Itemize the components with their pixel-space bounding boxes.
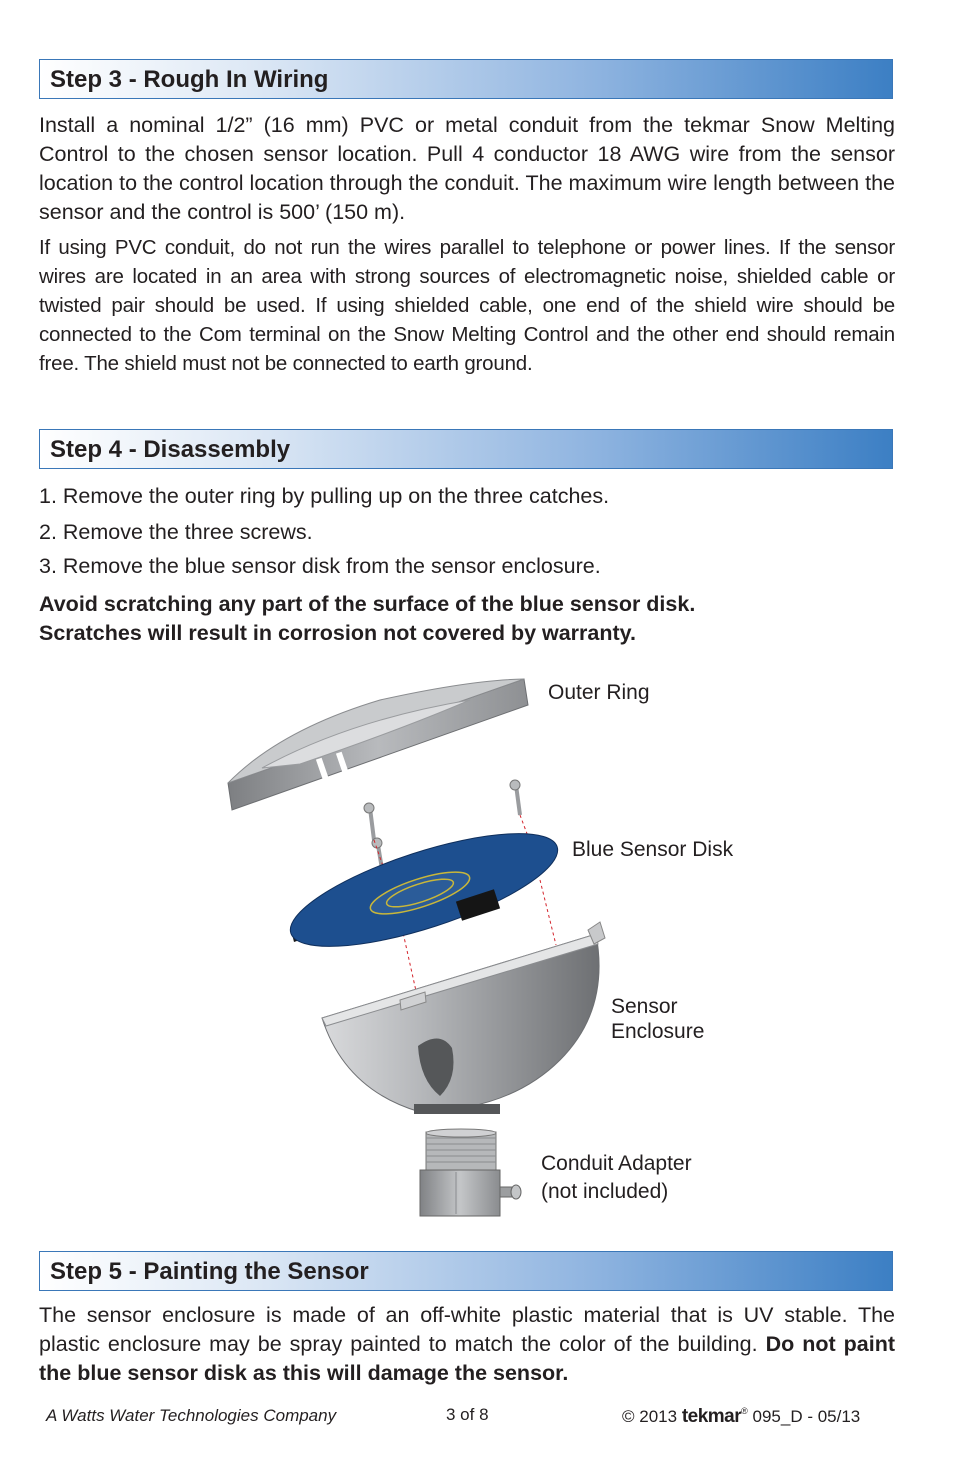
step4-item-1: 1. Remove the outer ring by pulling up on the three catches. [39, 484, 610, 508]
step4-warning-line-2: Scratches will result in corrosion not covered by warranty. [39, 621, 637, 645]
step5-paragraph [39, 1301, 895, 1388]
step5-heading: Step 5 - Painting the Sensor [50, 1258, 369, 1285]
blue-sensor-disk-label: Blue Sensor Disk [572, 838, 734, 861]
footer-right [622, 1406, 860, 1428]
step4-item-3: 3. Remove the blue sensor disk from the sensor enclosure. [39, 554, 601, 578]
step5-heading-bar [39, 1251, 893, 1291]
conduit-adapter-label-line-1: Conduit Adapter [541, 1152, 692, 1175]
step4-heading: Step 4 - Disassembly [50, 436, 291, 463]
sensor-enclosure-label-line-1: Sensor [611, 995, 678, 1018]
conduit-adapter-illustration [420, 1129, 521, 1216]
footer-page-number: 3 of 8 [446, 1405, 489, 1424]
footer-copyright: © 2013 [622, 1407, 678, 1426]
conduit-adapter-label-line-2: (not included) [541, 1180, 669, 1203]
registered-mark: ® [741, 1406, 748, 1416]
sensor-enclosure-illustration [322, 922, 605, 1114]
sensor-enclosure-label-line-2: Enclosure [611, 1020, 705, 1043]
step4-item-2: 2. Remove the three screws. [39, 520, 313, 544]
step5-paragraph-warning: Do not paint the blue sensor disk as this will damage the sensor. [39, 1332, 896, 1385]
footer-company: A Watts Water Technologies Company [46, 1406, 337, 1425]
step3-paragraph-2: If using PVC conduit, do not run the wires parallel to telephone or power lines. If the sensor wires are located in an area with strong sources of electromagnetic noise, shielded cable or twisted pair should be used. If using shielded cable, one end of the shield wire should be connected to the Com terminal on the Snow Melting Control and the other end should remain free. The shield must not be connected to earth ground. [39, 236, 895, 375]
step5-paragraph-text: The sensor enclosure is made of an off-white plastic material that is UV stable. The plastic enclosure may be spray painted to match the color of the building. [39, 1303, 895, 1356]
blue-sensor-disk-illustration [279, 811, 569, 970]
step3-heading: Step 3 - Rough In Wiring [50, 66, 329, 93]
outer-ring-label: Outer Ring [548, 681, 650, 704]
footer-doc-number: 095_D - 05/13 [752, 1407, 861, 1426]
tekmar-logo: tekmar [681, 1406, 742, 1427]
step4-warning-line-1: Avoid scratching any part of the surface of the blue sensor disk. [39, 592, 696, 616]
outer-ring-illustration [228, 679, 528, 810]
step3-paragraph-1: Install a nominal 1/2” (16 mm) PVC or metal conduit from the tekmar Snow Melting Control to the chosen sensor location. Pull 4 conductor 18 AWG wire from the sensor location to the control location through the conduit. The maximum wire length between the sensor and the control is 500’ (150 m). [39, 113, 895, 224]
